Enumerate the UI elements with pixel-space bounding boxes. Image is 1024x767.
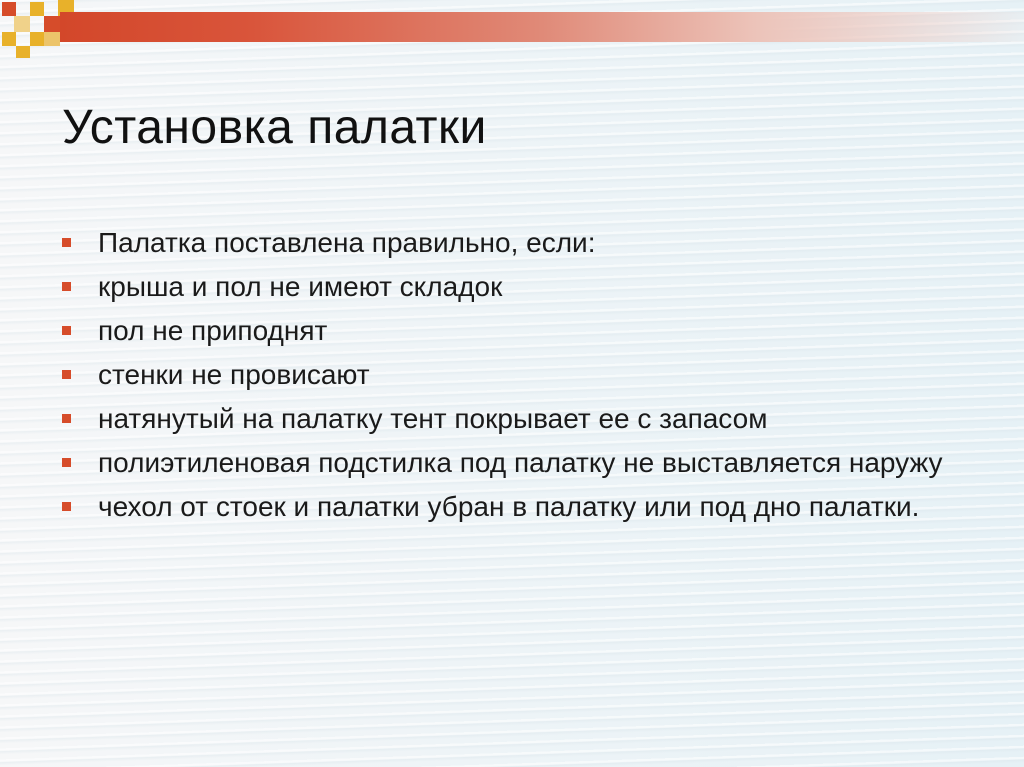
decor-square — [44, 32, 60, 46]
list-item-text: крыша и пол не имеют складок — [98, 271, 503, 302]
decor-square — [44, 16, 60, 32]
list-item-text: натянутый на палатку тент покрывает ее с запасом — [98, 403, 768, 434]
slide-title: Установка палатки — [62, 101, 487, 154]
decor-square — [30, 2, 44, 16]
square-bullet-icon — [62, 458, 71, 467]
list-item-text: полиэтиленовая подстилка под палатку не выставляется наружу — [98, 447, 943, 478]
list-item — [62, 268, 982, 305]
decor-square — [2, 2, 16, 16]
square-bullet-icon — [62, 502, 71, 511]
square-bullet-icon — [62, 282, 71, 291]
list-item — [62, 488, 982, 525]
square-bullet-icon — [62, 238, 71, 247]
bullet-list — [62, 224, 982, 532]
list-item-text: стенки не провисают — [98, 359, 370, 390]
square-bullet-icon — [62, 414, 71, 423]
list-item — [62, 312, 982, 349]
decor-square — [30, 32, 44, 46]
header-bar — [60, 12, 1024, 42]
list-item — [62, 444, 982, 481]
decor-square — [2, 32, 16, 46]
list-item — [62, 356, 982, 393]
square-bullet-icon — [62, 326, 71, 335]
square-bullet-icon — [62, 370, 71, 379]
list-item-text: Палатка поставлена правильно, если: — [98, 227, 596, 258]
list-item — [62, 400, 982, 437]
decor-square — [16, 46, 30, 58]
list-item-text: пол не приподнят — [98, 315, 328, 346]
decor-square — [14, 16, 30, 32]
list-item-text: чехол от стоек и палатки убран в палатку или под дно палатки. — [98, 491, 920, 522]
list-item — [62, 224, 982, 261]
